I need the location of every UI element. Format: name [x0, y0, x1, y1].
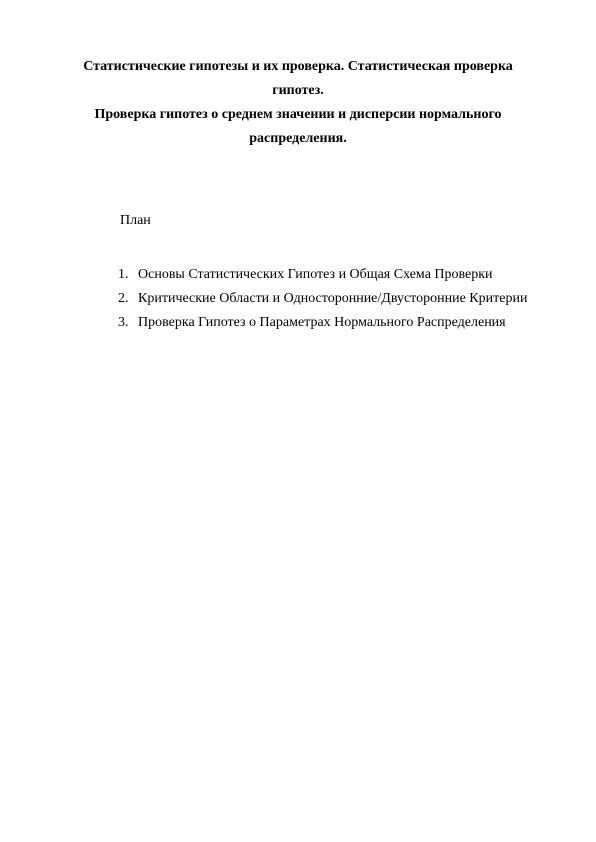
toc-item-3 — [118, 311, 527, 335]
title-line-3: Проверка гипотез о среднем значении и дисперсии нормального — [94, 107, 502, 122]
document-title — [60, 55, 536, 151]
table-of-contents — [118, 263, 527, 335]
toc-item-text: Проверка Гипотез о Параметрах Нормального Распределения — [138, 315, 506, 330]
toc-item-number: 2. — [118, 291, 129, 306]
toc-item-number: 1. — [118, 267, 129, 282]
toc-item-text: Критические Области и Односторонние/Двусторонние Критерии — [138, 291, 528, 306]
plan-heading: План — [120, 213, 151, 228]
toc-item-2 — [118, 287, 527, 311]
toc-item-text: Основы Статистических Гипотез и Общая Схема Проверки — [138, 267, 493, 282]
title-line-4: распределения. — [249, 131, 347, 146]
title-line-2: гипотез. — [272, 83, 324, 98]
toc-item-number: 3. — [118, 315, 129, 330]
title-line-1: Статистические гипотезы и их проверка. Статистическая проверка — [83, 59, 513, 74]
toc-item-1 — [118, 263, 527, 287]
